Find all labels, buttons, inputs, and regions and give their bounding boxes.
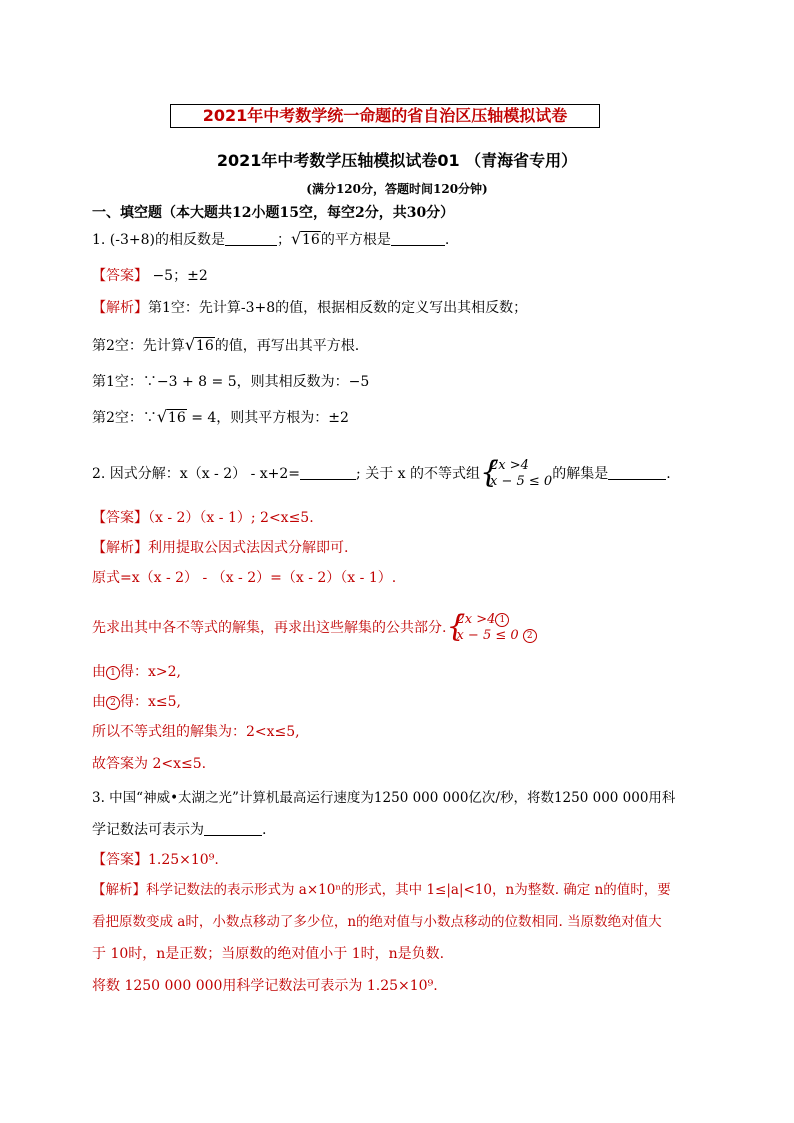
text: 得：x>2, <box>120 664 181 680</box>
section-heading: 一、填空题（本大题共12小题15空，每空2分，共30分） <box>92 205 455 221</box>
q1-analysis <box>92 298 527 318</box>
analysis-tag: 【解析】 <box>92 300 148 316</box>
radical-sign: √ <box>156 407 168 426</box>
radicand: 16 <box>167 410 186 426</box>
text: 第2空：∵ <box>92 410 157 426</box>
q2-stem-text-a: 2. 因式分解：x（x - 2） - x+2= <box>92 466 301 482</box>
boxed-title: 2021年中考数学统一命题的省自治区压轴模拟试卷 <box>170 104 600 128</box>
q3-answer <box>92 850 219 870</box>
q1-analysis-line-4 <box>92 408 349 428</box>
text: 由 <box>92 694 106 710</box>
text: 第2空：先计算 <box>92 338 185 354</box>
system-line-2: x − 5 ≤ 0 <box>490 474 553 489</box>
q2-analysis-line-3 <box>92 609 537 644</box>
text: 得：x≤5, <box>120 694 181 710</box>
analysis-text: 利用提取公因式法因式分解即可. <box>148 540 349 556</box>
q2-answer <box>92 508 314 528</box>
radical-sign: √ <box>291 229 302 248</box>
q3-stem-line-1: 3. 中国“神威•太湖之光”计算机最高运行速度为1250 000 000亿次/秒，将数1250 000 000用科 <box>92 790 676 806</box>
circled-number-1: 1 <box>106 666 120 680</box>
answer-text: −5；±2 <box>148 268 208 284</box>
answer-text: 1.25×10⁹. <box>148 852 219 868</box>
brace-icon: { <box>480 455 500 490</box>
text: . <box>262 822 267 838</box>
answer-text: （x - 2）（x - 1）; 2<x≤5. <box>148 510 314 526</box>
answer-blank <box>225 231 277 246</box>
q2-stem-text-c: 的解集是 <box>552 466 609 482</box>
text: = 4，则其平方根为：±2 <box>186 410 349 426</box>
q1-stem-text-a: 1. (-3+8)的相反数是 <box>92 232 226 248</box>
answer-tag: 【答案】 <box>92 852 148 868</box>
q2-analysis-line-7: 故答案为 2<x≤5. <box>92 756 207 772</box>
sqrt-expression <box>291 230 321 250</box>
answer-blank <box>204 821 262 836</box>
q3-analysis-line-3: 于 10时，n是正数；当原数的绝对值小于 1时，n是负数. <box>92 946 445 962</box>
brace-icon: { <box>446 609 466 644</box>
answer-blank <box>300 465 356 480</box>
q2-analysis <box>92 538 348 558</box>
text: 先求出其中各不等式的解集，再求出这些解集的公共部分. <box>92 620 447 636</box>
q1-stem-text-c: 的平方根是 <box>320 232 391 248</box>
radicand: 16 <box>195 338 214 354</box>
inequality-system <box>480 455 553 490</box>
analysis-tag: 【解析】 <box>92 882 146 898</box>
analysis-tag: 【解析】 <box>92 540 148 556</box>
analysis-text: 第1空：先计算-3+8的值，根据相反数的定义写出其相反数； <box>148 300 528 316</box>
q1-stem-end: . <box>444 232 450 248</box>
q1-stem-text-b: ； <box>277 232 292 248</box>
exam-note: (满分120分，答题时间120分钟) <box>306 182 488 196</box>
q2-stem <box>92 455 671 490</box>
answer-blank <box>391 231 445 246</box>
system-line-2: x − 5 ≤ 0 <box>456 628 519 643</box>
q3-analysis-line-4: 将数 1250 000 000用科学记数法可表示为 1.25×10⁹. <box>92 978 438 994</box>
answer-blank <box>608 465 666 480</box>
q1-stem <box>92 230 449 250</box>
answer-tag: 【答案】 <box>92 510 148 526</box>
q1-answer <box>92 266 208 286</box>
q2-stem-end: . <box>666 466 671 482</box>
radical-sign: √ <box>184 335 196 354</box>
radicand: 16 <box>302 232 320 248</box>
q3-stem-line-2 <box>92 820 266 840</box>
text: 学记数法可表示为 <box>92 822 204 838</box>
q1-analysis-line-3: 第1空：∵−3 + 8 = 5，则其相反数为：−5 <box>92 374 370 390</box>
sqrt-expression <box>157 408 187 428</box>
q2-analysis-line-5 <box>92 692 181 712</box>
system-line-1: 2x >4 <box>456 612 496 627</box>
inequality-system-numbered <box>446 609 536 644</box>
answer-tag: 【答案】 <box>92 268 148 284</box>
text: 由 <box>92 664 106 680</box>
circled-number-1: 1 <box>495 613 509 627</box>
circled-number-2: 2 <box>523 629 537 643</box>
q2-analysis-line-4 <box>92 662 181 682</box>
q2-analysis-line-6: 所以不等式组的解集为：2<x≤5, <box>92 724 300 740</box>
circled-number-2: 2 <box>106 696 120 710</box>
page-title: 2021年中考数学压轴模拟试卷01 （青海省专用） <box>216 151 578 170</box>
q1-analysis-line-2 <box>92 336 359 356</box>
q3-analysis-line-2: 看把原数变成 a时，小数点移动了多少位，n的绝对值与小数点移动的位数相同. 当原数绝对值大 <box>92 914 662 930</box>
q2-stem-text-b: ; 关于 x 的不等式组 <box>356 466 480 482</box>
analysis-text: 科学记数法的表示形式为 a×10ⁿ的形式，其中 1≤|a|<10，n为整数. 确定 n的值时，要 <box>146 882 671 898</box>
q3-analysis-line-1 <box>92 880 671 900</box>
text: 的值，再写出其平方根. <box>214 338 360 354</box>
sqrt-expression <box>185 336 215 356</box>
q2-analysis-line-2: 原式=x（x - 2） - （x - 2）=（x - 2）（x - 1）. <box>92 570 397 586</box>
system-line-1: 2x >4 <box>490 458 529 473</box>
